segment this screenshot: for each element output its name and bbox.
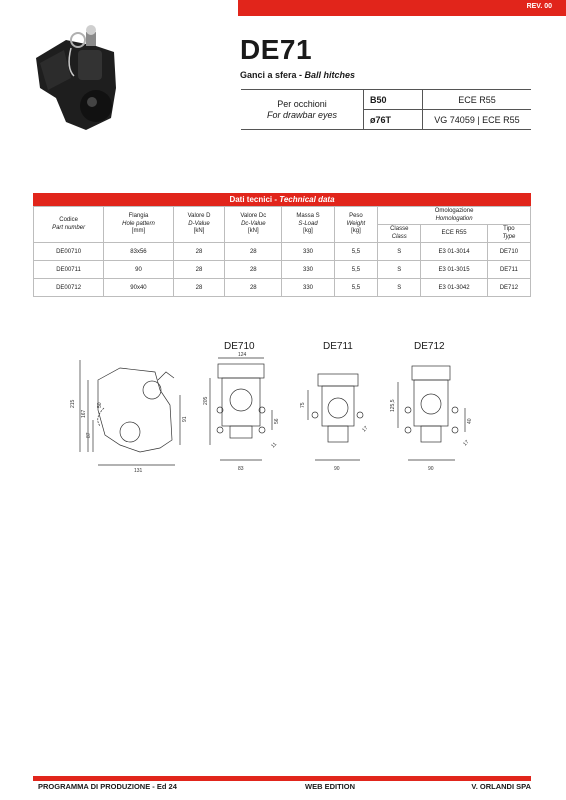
dim-205: 205 [203, 396, 209, 405]
tech-title-en: Technical data [279, 195, 335, 204]
product-subtitle [240, 70, 355, 80]
homologation-table [241, 89, 531, 130]
footer-company: V. ORLANDI SPA [471, 782, 531, 791]
eye-norm: ECE R55 [423, 90, 532, 110]
de712-dims [390, 399, 473, 472]
drawing-label-de710: DE710 [224, 341, 255, 352]
col-header-type: Tipo Type [487, 225, 530, 243]
tech-title-it: Dati tecnici - [229, 195, 280, 204]
dim-131: 131 [134, 468, 143, 474]
col-header-class: Classe Class [378, 225, 421, 243]
footer-edition: WEB EDITION [305, 782, 355, 791]
col-header-ece: ECE R55 [421, 225, 488, 243]
col-header-homologation: Omologazione Homologation [378, 207, 531, 225]
subtitle-it: Ganci a sfera - [240, 70, 305, 80]
revision-label: REV. 00 [526, 3, 552, 10]
dim-90: 90 [428, 466, 434, 472]
product-image [26, 18, 136, 138]
table-row: DE00711 90 28 28 330 5,5 S E3 01-3015 DE711 [34, 261, 531, 279]
dim-40: 40 [467, 418, 473, 424]
dim-215: 215 [70, 399, 76, 408]
dim-90: 90 [334, 466, 340, 472]
de710-drawing [210, 358, 272, 460]
de712-drawing [398, 366, 465, 460]
de710-dims [203, 352, 280, 472]
dim-56: 56 [274, 418, 280, 424]
eye-code: ø76T [364, 110, 423, 130]
technical-data-table [33, 206, 531, 297]
footer-bar [33, 776, 531, 781]
dim-91: 91 [182, 416, 188, 422]
side-view-drawing [80, 360, 180, 465]
col-header-s-load: Massa S S-Load [kg] [282, 207, 334, 243]
header-bar [238, 0, 566, 16]
col-header-weight: Peso Weight [kg] [334, 207, 378, 243]
table-row: DE00710 83x56 28 28 330 5,5 S E3 01-3014 DE710 [34, 243, 531, 261]
col-header-code: Codice Part number [34, 207, 104, 243]
product-title: DE71 [240, 34, 313, 65]
dim-87: 87 [86, 432, 92, 438]
dim-50: 50 [97, 402, 103, 408]
homologation-label-it: Per occhioni [277, 98, 327, 109]
drawing-label-de712: DE712 [414, 341, 445, 352]
de711-dims [300, 402, 370, 472]
technical-drawings [60, 350, 500, 480]
eye-code: B50 [364, 90, 423, 110]
dim-17: 17 [462, 439, 471, 448]
dim-125-5: 125,5 [390, 399, 396, 412]
dim-17: 17 [361, 425, 370, 434]
dim-75: 75 [300, 402, 306, 408]
homologation-label [241, 90, 364, 130]
col-header-dc-value: Valore Dc Dc-Value [kN] [225, 207, 282, 243]
homologation-label-en: For drawbar eyes [266, 109, 338, 120]
dim-11: 11 [270, 441, 279, 450]
drawing-label-de711: DE711 [323, 341, 353, 352]
dim-124: 124 [238, 352, 247, 358]
dim-83: 83 [238, 466, 244, 472]
de711-drawing [308, 374, 363, 460]
footer-left: PROGRAMMA DI PRODUZIONE - Ed 24 [38, 782, 177, 791]
eye-norm: VG 74059 | ECE R55 [423, 110, 532, 130]
table-row: DE00712 90x40 28 28 330 5,5 S E3 01-3042 DE712 [34, 279, 531, 297]
col-header-flange: Flangia Hole pattern [mm] [104, 207, 174, 243]
dim-167: 167 [81, 409, 87, 418]
col-header-d-value: Valore D D-Value [kN] [173, 207, 225, 243]
subtitle-en: Ball hitches [304, 70, 356, 80]
tech-table-title [33, 193, 531, 206]
